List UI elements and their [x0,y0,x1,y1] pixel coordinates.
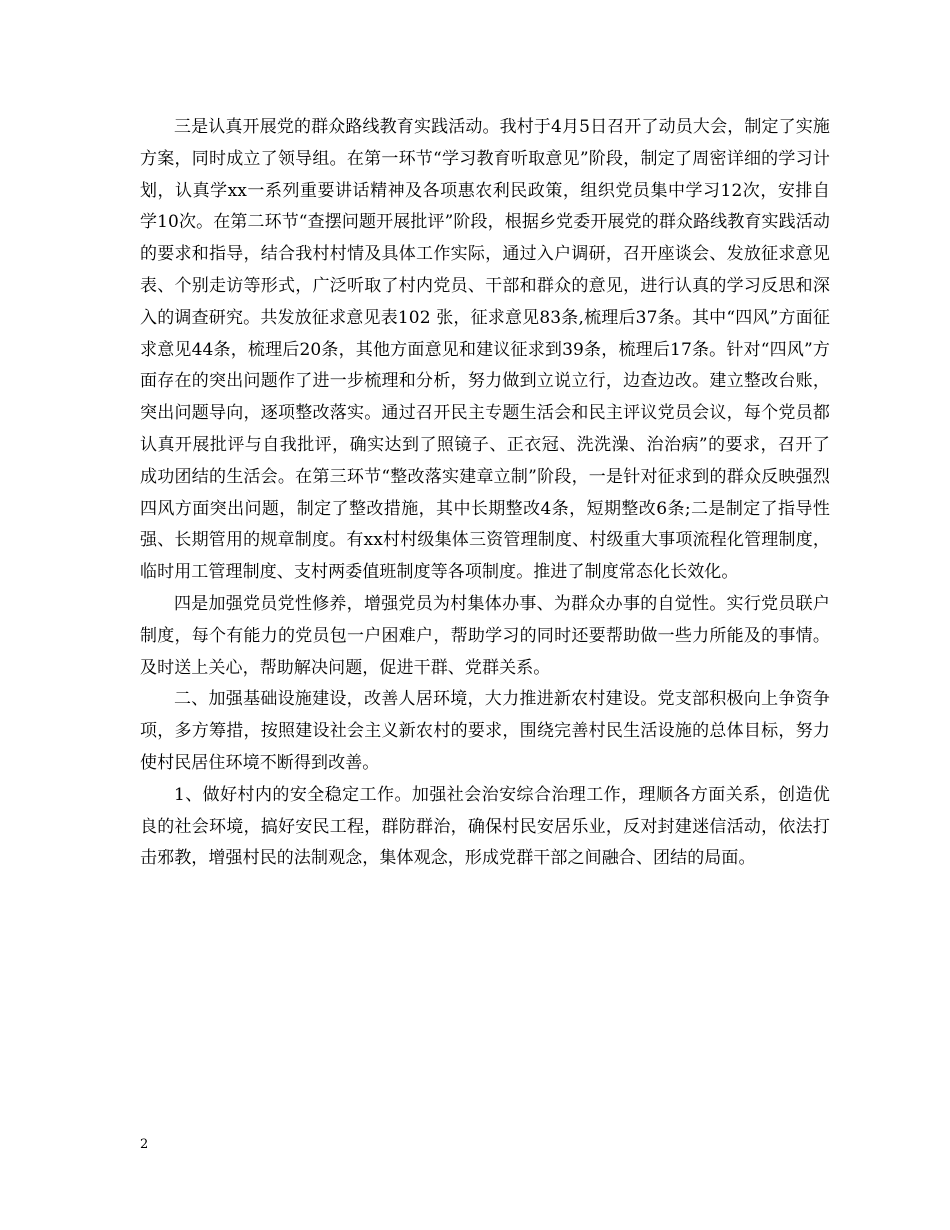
paragraph-mass-line-campaign: 三是认真开展党的群众路线教育实践活动。我村于4月5日召开了动员大会，制定了实施方案，同时成立了领导组。在第一环节“学习教育听取意见”阶段，制定了周密详细的学习计划，认真学xx一系列重要讲话精神及各项惠农利民政策，组织党员集中学习12次，安排自学10次。在第二环节“查摆问题开展批评”阶段，根据乡党委开展党的群众路线教育实践活动的要求和指导，结合我村村情及具体工作实际，通过入户调研，召开座谈会、发放征求意见表、个别走访等形式，广泛听取了村内党员、干部和群众的意见，进行认真的学习反思和深入的调查研究。共发放征求意见表102 张，征求意见83条,梳理后37条。其中“四风”方面征求意见44条，梳理后20条，其他方面意见和建议征求到39条，梳理后17条。针对“四风”方面存在的突出问题作了进一步梳理和分析，努力做到立说立行，边查边改。建立整改台账，突出问题导向，逐项整改落实。通过召开民主专题生活会和民主评议党员会议，每个党员都认真开展批评与自我批评，确实达到了照镜子、正衣冠、洗洗澡、治治病”的要求，召开了成功团结的生活会。在第三环节“整改落实建章立制”阶段，一是针对征求到的群众反映强烈四风方面突出问题，制定了整改措施，其中长期整改4条，短期整改6条;二是制定了指导性强、长期管用的规章制度。有xx村村级集体三资管理制度、村级重大事项流程化管理制度，临时用工管理制度、支村两委值班制度等各项制度。推进了制度常态化长效化。 [140,117,830,583]
paragraph-party-spirit: 四是加强党员党性修养，增强党员为村集体办事、为群众办事的自觉性。实行党员联户制度，每个有能力的党员包一户困难户，帮助学习的同时还要帮助做一些力所能及的事情。及时送上关心，帮助解决问题，促进干群、党群关系。 [140,593,830,678]
paragraph-security-stability: 1、做好村内的安全稳定工作。加强社会治安综合治理工作，理顺各方面关系，创造优良的社会环境，搞好安民工程，群防群治，确保村民安居乐业，反对封建迷信活动，依法打击邪教，增强村民的法制观念，集体观念，形成党群干部之间融合、团结的局面。 [140,784,830,869]
paragraph-infrastructure: 二、加强基础设施建设，改善人居环境，大力推进新农村建设。党支部积极向上争资争项，多方筹措，按照建设社会主义新农村的要求，围绕完善村民生活设施的总体目标，努力使村民居住环境不断得到改善。 [140,689,830,773]
page-number: 2 [140,1137,149,1152]
document-body [140,112,830,875]
